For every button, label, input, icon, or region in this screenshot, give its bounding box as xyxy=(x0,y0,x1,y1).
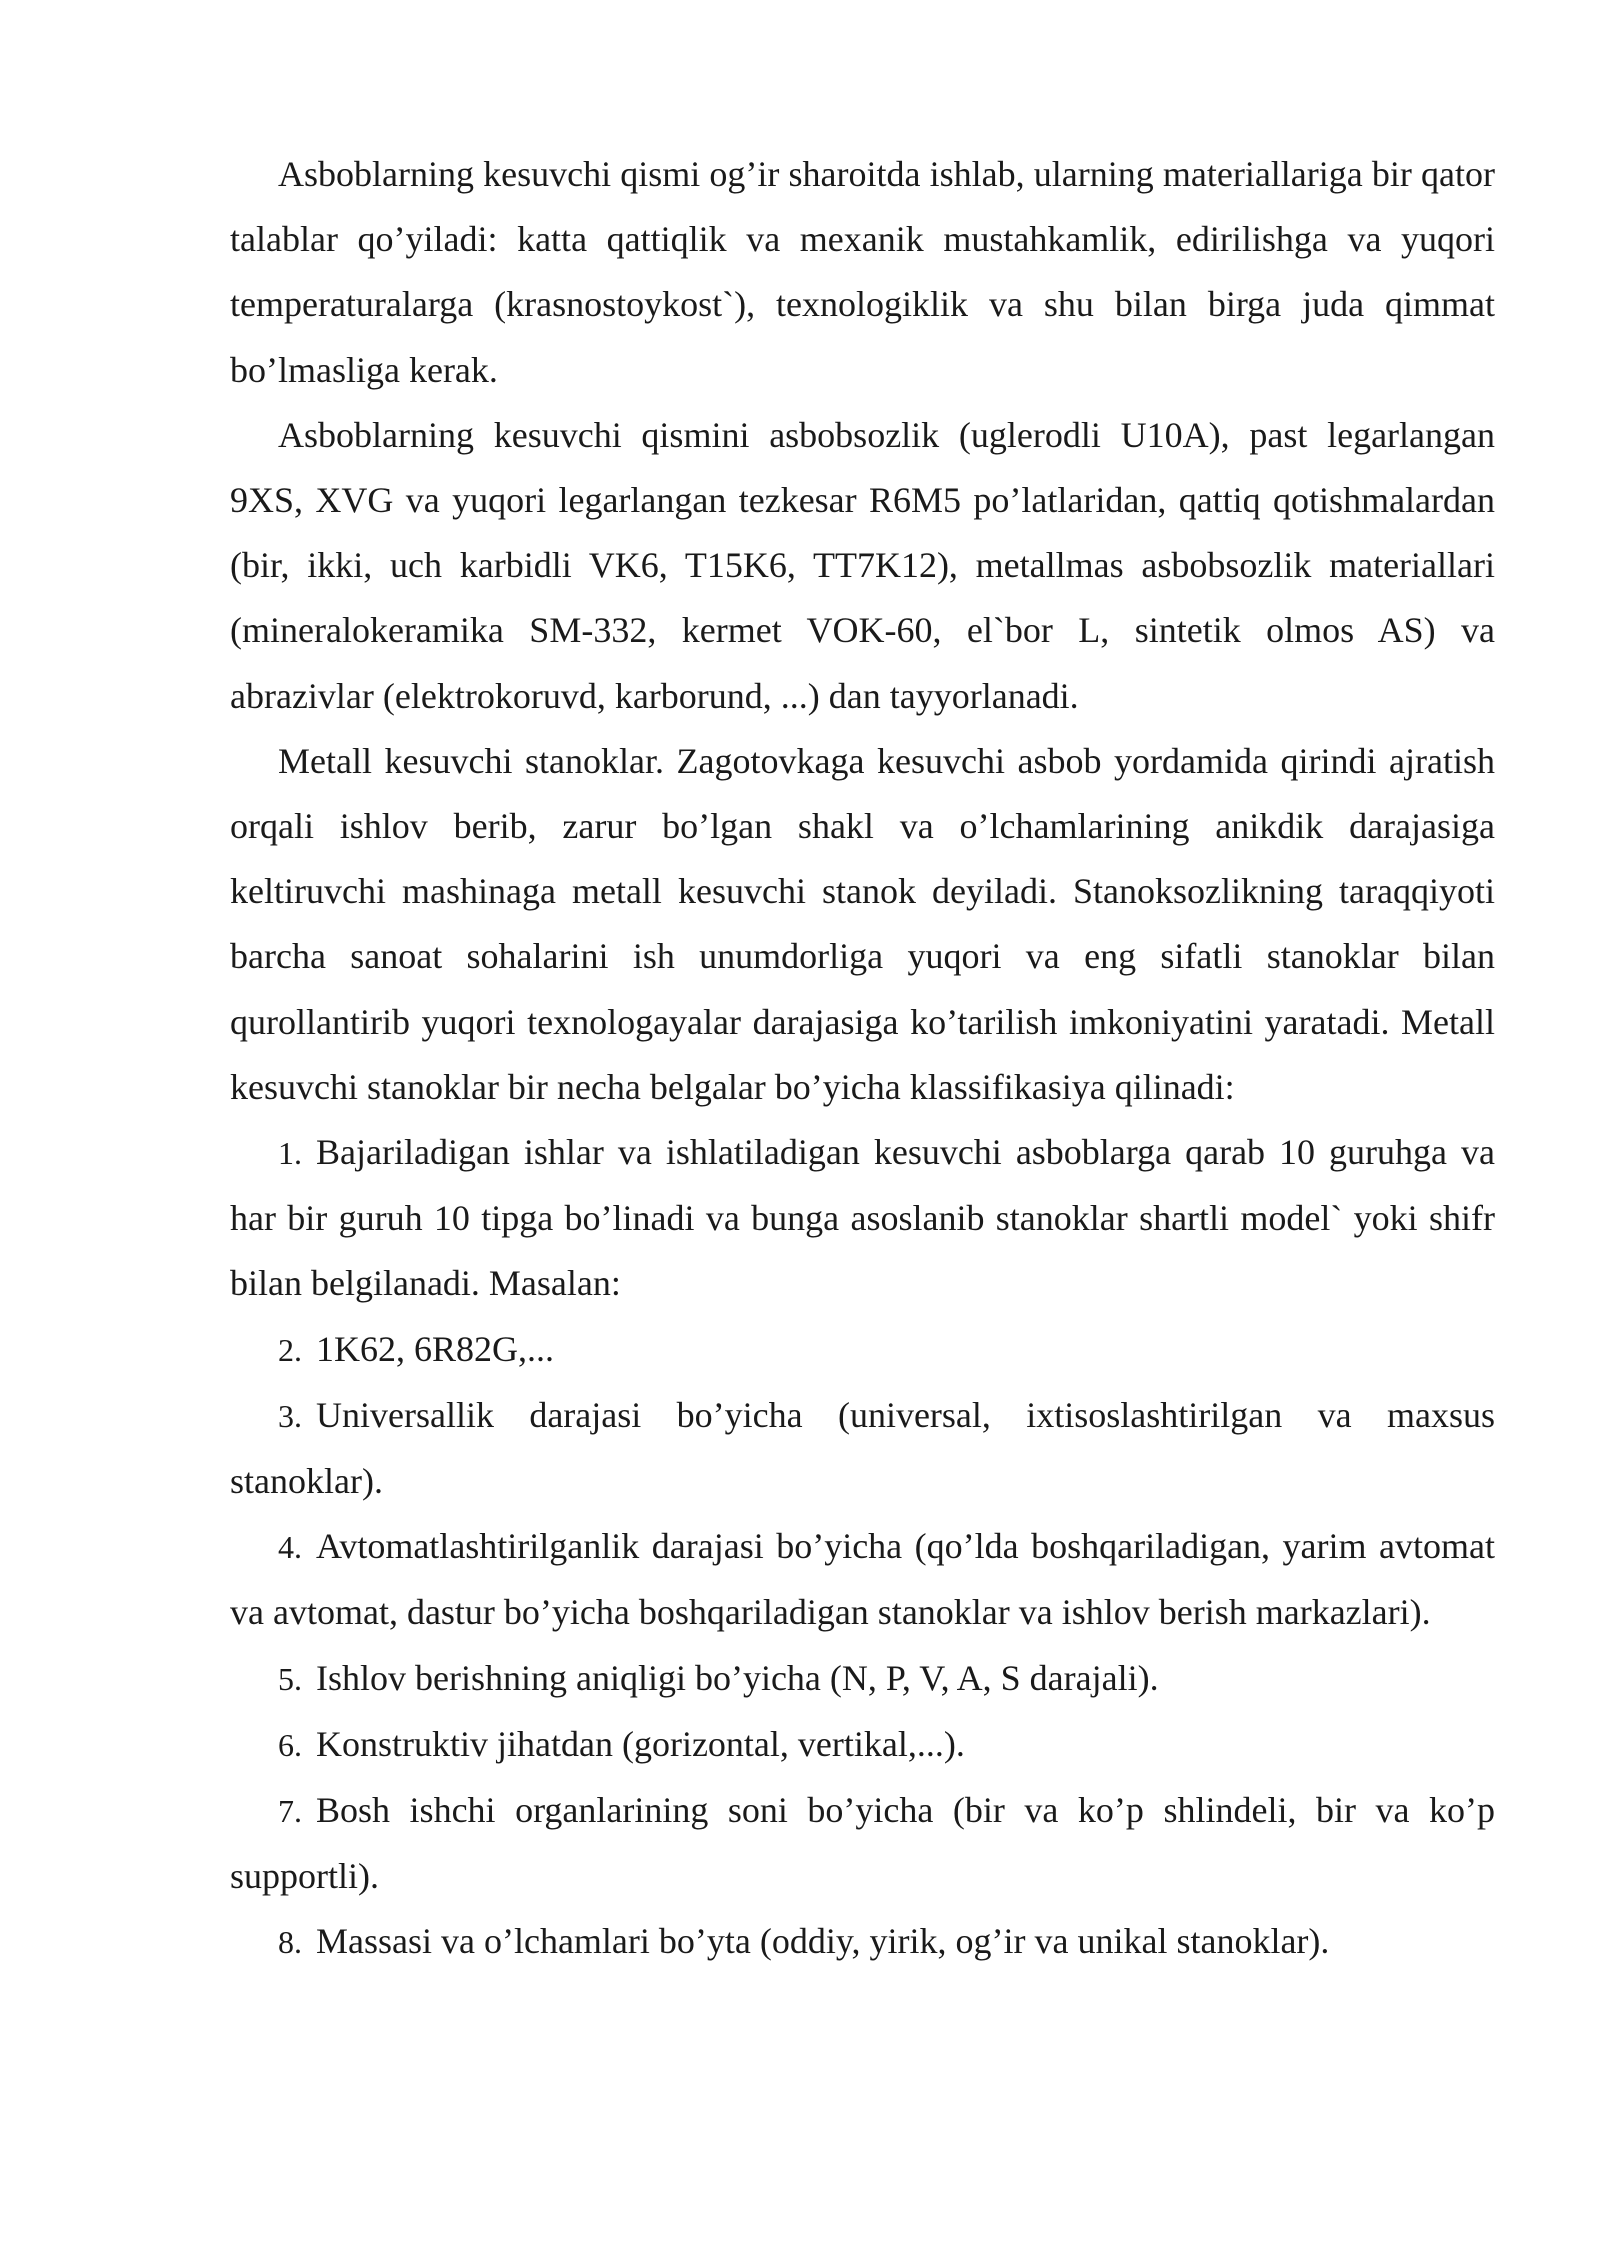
list-text: Ishlov berishning aniqligi bo’yicha (N, P, V, A, S darajali). xyxy=(316,1657,1159,1698)
document-page xyxy=(230,142,1495,1976)
list-number: 4. xyxy=(278,1529,302,1566)
list-text: Avtomatlashtirilganlik darajasi bo’yicha (qo’lda boshqariladigan, yarim avtomat va avtomat, dastur bo’yicha boshqariladigan stanoklar va ishlov berish markazlari). xyxy=(230,1526,1495,1633)
list-number: 8. xyxy=(278,1924,302,1961)
list-number: 5. xyxy=(278,1660,302,1697)
list-item xyxy=(230,1514,1495,1645)
list-number: 7. xyxy=(278,1793,302,1830)
list-text: Bosh ishchi organlarining soni bo’yicha (bir va ko’p shlindeli, bir va ko’p supportli). xyxy=(230,1790,1495,1897)
list-item xyxy=(230,1712,1495,1778)
list-number: 2. xyxy=(278,1331,302,1368)
list-text: 1K62, 6R82G,... xyxy=(316,1328,555,1369)
list-number: 1. xyxy=(278,1135,302,1172)
list-number: 3. xyxy=(278,1397,302,1434)
list-item xyxy=(230,1120,1495,1317)
list-text: Massasi va o’lchamlari bo’yta (oddiy, yirik, og’ir va unikal stanoklar). xyxy=(316,1921,1330,1962)
list-number: 6. xyxy=(278,1726,302,1763)
list-item xyxy=(230,1646,1495,1712)
list-item xyxy=(230,1317,1495,1383)
paragraph-tool-materials-list: Asboblarning kesuvchi qismini asbobsozlik (uglerodli U10A), past legarlangan 9XS, XVG va yuqori legarlangan tezkesar R6M5 po’latlaridan, qattiq qotishmalardan (bir, ikki, uch karbidli VK6, T15K6, TT7K12), metallmas asbobsozlik materiallari (mineralokeramika SM-332, kermet VOK-60, el`bor L, sintetik olmos AS) va abrazivlar (elektrokoruvd, karborund, ...) dan tayyorlanadi. xyxy=(230,414,1495,716)
list-text: Bajariladigan ishlar va ishlatiladigan kesuvchi asboblarga qarab 10 guruhga va har bir guruh 10 tipga bo’linadi va bunga asoslanib stanoklar shartli model` yoki shifr bilan belgilanadi. Masalan: xyxy=(230,1132,1495,1304)
list-text: Konstruktiv jihatdan (gorizontal, vertikal,...). xyxy=(316,1723,965,1764)
paragraph-tool-materials-requirements: Asboblarning kesuvchi qismi og’ir sharoitda ishlab, ularning materiallariga bir qator talablar qo’yiladi: katta qattiqlik va mexanik mustahkamlik, edirilishga va yuqori temperaturalarga (krasnostoykost`), texnologiklik va shu bilan birga juda qimmat bo’lmasliga kerak. xyxy=(230,154,1495,390)
list-item xyxy=(230,1383,1495,1514)
list-item xyxy=(230,1778,1495,1909)
list-text: Universallik darajasi bo’yicha (universal, ixtisoslashtirilgan va maxsus stanoklar). xyxy=(230,1394,1495,1502)
paragraph-metal-cutting-machines: Metall kesuvchi stanoklar. Zagotovkaga kesuvchi asbob yordamida qirindi ajratish orqali ishlov berib, zarur bo’lgan shakl va o’lchamlarining anikdik darajasiga keltiruvchi mashinaga metall kesuvchi stanok deyiladi. Stanoksozlikning taraqqiyoti barcha sanoat sohalarini ish unumdorliga yuqori va eng sifatli stanoklar bilan qurollantirib yuqori texnologayalar darajasiga ko’tarilish imkoniyatini yaratadi. Metall kesuvchi stanoklar bir necha belgalar bo’yicha klassifikasiya qilinadi: xyxy=(230,740,1495,1107)
list-item xyxy=(230,1909,1495,1975)
